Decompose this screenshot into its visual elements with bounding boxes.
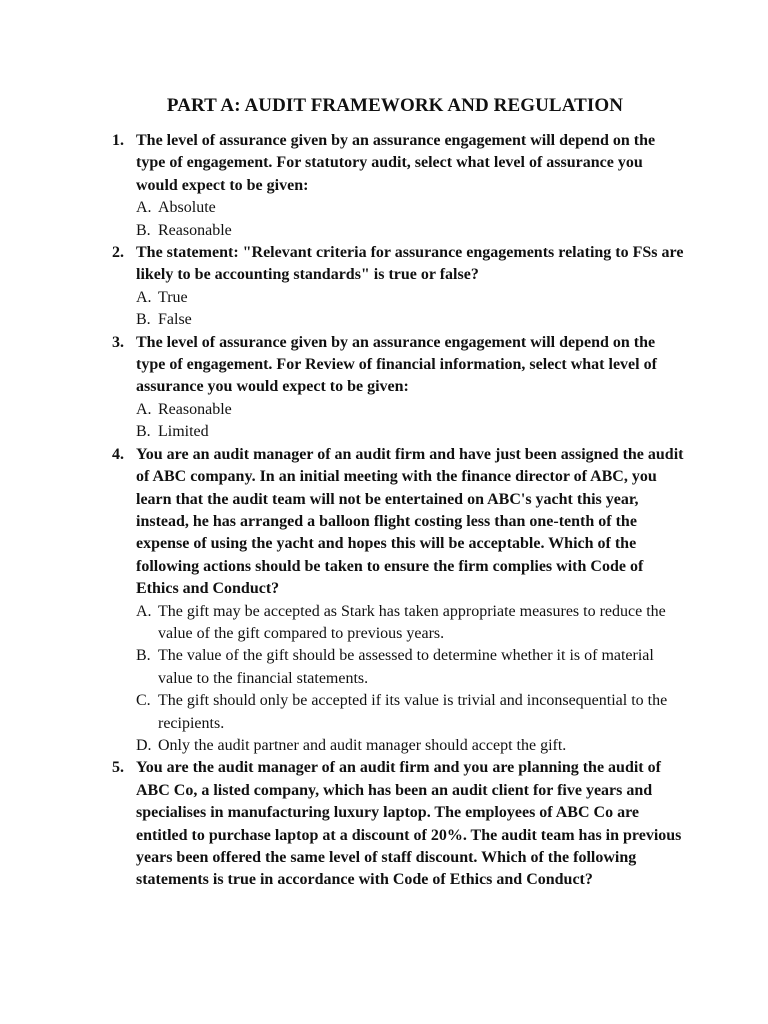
- option-letter: A.: [136, 400, 152, 418]
- option-letter: B.: [136, 221, 151, 239]
- option-text: Reasonable: [158, 400, 232, 418]
- option-text: Reasonable: [158, 221, 232, 239]
- option-text: Limited: [158, 423, 209, 441]
- option-text: The gift may be accepted as Stark has taken appropriate measures to reduce the value of the gift compared to previous years.: [158, 602, 666, 642]
- question-text: The statement: "Relevant criteria for assurance engagements relating to FSs are likely to be accounting standards" is true or false?: [136, 244, 684, 284]
- question-number: 4.: [112, 445, 124, 463]
- question-2: [112, 242, 684, 332]
- option-text: Only the audit partner and audit manager should accept the gift.: [158, 736, 567, 754]
- option-a: [136, 197, 684, 219]
- option-text: The value of the gift should be assessed to determine whether it is of material value to the financial statements.: [158, 647, 654, 687]
- option-letter: D.: [136, 736, 152, 754]
- option-text: False: [158, 311, 192, 329]
- option-a: [136, 287, 684, 309]
- option-text: True: [158, 288, 188, 306]
- question-text: The level of assurance given by an assurance engagement will depend on the type of engagement. For statutory audit, select what level of assurance you would expect to be given:: [136, 132, 656, 194]
- option-list: [136, 601, 684, 758]
- question-5: [112, 757, 684, 891]
- option-list: [136, 197, 684, 242]
- option-c: [136, 690, 684, 735]
- option-text: Absolute: [158, 199, 216, 217]
- question-text: The level of assurance given by an assurance engagement will depend on the type of engagement. For Review of financial information, select what level of assurance you would expect to be given:: [136, 333, 657, 396]
- option-b: [136, 309, 684, 331]
- question-number: 5.: [112, 759, 124, 777]
- question-3: [112, 332, 684, 444]
- question-text: You are an audit manager of an audit firm and have just been assigned the audit of ABC company. In an initial meeting with the finance director of ABC, you learn that the audit team will not be entertained on ABC's yacht this year, instead, he has arranged a balloon flight costing less than one-tenth of the expense of using the yacht and hopes this will be acceptable. Which of the following actions should be taken to ensure the firm complies with Code of Ethics and Conduct?: [136, 445, 684, 598]
- page-title: PART A: AUDIT FRAMEWORK AND REGULATION: [166, 95, 624, 116]
- option-list: [136, 287, 684, 332]
- option-letter: B.: [136, 311, 151, 329]
- option-letter: A.: [136, 602, 152, 620]
- option-b: [136, 421, 684, 443]
- question-list: [112, 130, 684, 892]
- option-b: [136, 220, 684, 242]
- question-number: 3.: [112, 333, 124, 351]
- question-number: 2.: [112, 244, 124, 262]
- question-1: [112, 130, 684, 242]
- option-text: The gift should only be accepted if its value is trivial and inconsequential to the recipients.: [158, 692, 668, 732]
- option-letter: A.: [136, 199, 152, 217]
- option-list: [136, 399, 684, 444]
- question-text: You are the audit manager of an audit firm and you are planning the audit of ABC Co, a listed company, which has been an audit client for five years and specialises in manufacturing luxury laptop. The employees of ABC Co are entitled to purchase laptop at a discount of 20%. The audit team has in previous years been offered the same level of staff discount. Which of the following statements is true in accordance with Code of Ethics and Conduct?: [136, 759, 682, 889]
- question-4: [112, 444, 684, 758]
- option-letter: A.: [136, 288, 152, 306]
- option-b: [136, 645, 684, 690]
- option-a: [136, 601, 684, 646]
- question-number: 1.: [112, 132, 124, 149]
- option-d: [136, 735, 684, 757]
- option-letter: B.: [136, 647, 151, 665]
- option-letter: B.: [136, 423, 151, 441]
- option-letter: C.: [136, 692, 151, 710]
- option-a: [136, 399, 684, 421]
